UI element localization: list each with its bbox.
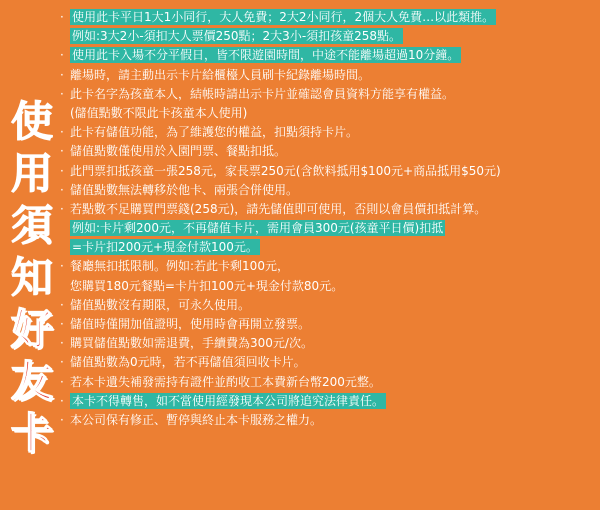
title-main-char-1: 用 bbox=[10, 149, 53, 198]
note-text: 例如:卡片剩200元，不再儲值卡片，需用會員300元(孩童平日價)扣抵 bbox=[72, 221, 444, 236]
note-text: 儲值點數沒有期限，可永久使用。 bbox=[70, 297, 251, 312]
bullet-dot: · bbox=[60, 412, 64, 427]
note-text: 本公司保有修正、暫停與終止本卡服務之權力。 bbox=[70, 412, 323, 427]
note-line bbox=[60, 411, 596, 430]
bullet-dot: · bbox=[60, 317, 64, 331]
note-text: 若點數不足購買門票錢(258元)，請先儲值即可使用，否則以會員價扣抵計算。 bbox=[70, 201, 487, 216]
note-text: 使用此卡入場不分平假日，皆不限遊園時間，中途不能離場超過10分鐘。 bbox=[72, 48, 460, 63]
note-text: 若本卡遺失補發需持有證件並酌收工本費新台幣200元整。 bbox=[70, 374, 381, 389]
note-line bbox=[60, 238, 596, 257]
bullet-dot: · bbox=[60, 201, 64, 216]
note-line bbox=[60, 315, 596, 334]
note-text: 使用此卡平日1大1小同行，大人免費；2大2小同行，2個大人免費…以此類推。 bbox=[72, 10, 495, 24]
note-text: 本卡不得轉售，如不當使用經發現本公司將追究法律責任。 bbox=[72, 393, 385, 408]
bullet-dot: · bbox=[60, 336, 64, 351]
bullet-dot: · bbox=[60, 374, 64, 389]
note-text: =卡片扣200元+現金付款100元。 bbox=[72, 240, 258, 255]
bullet-dot: · bbox=[60, 259, 64, 274]
title-brand bbox=[11, 304, 53, 460]
title-brand-char-0: 好 bbox=[10, 305, 53, 354]
bullet-dot: · bbox=[60, 144, 64, 159]
bullet-dot: · bbox=[60, 10, 64, 24]
note-line bbox=[60, 373, 596, 392]
note-line bbox=[60, 66, 596, 85]
note-text: 儲值點數僅使用於入園門票、餐點扣抵。 bbox=[70, 144, 287, 159]
title-main-char-0: 使 bbox=[10, 97, 53, 146]
note-line bbox=[60, 219, 596, 238]
note-line bbox=[60, 277, 596, 296]
title-main bbox=[11, 96, 53, 304]
title-brand-char-2: 卡 bbox=[10, 409, 53, 458]
note-line bbox=[60, 8, 596, 27]
note-line bbox=[60, 46, 596, 65]
note-line bbox=[60, 162, 596, 181]
note-line bbox=[60, 200, 596, 219]
note-text: 您購買180元餐點=卡片扣100元+現金付款80元。 bbox=[70, 278, 344, 293]
note-line bbox=[60, 353, 596, 372]
note-line bbox=[60, 181, 596, 200]
note-text: 此卡名字為孩童本人，結帳時請出示卡片並確認會員資料方能享有權益。 bbox=[70, 86, 455, 101]
bullet-dot: · bbox=[60, 182, 64, 197]
bullet-dot: · bbox=[60, 355, 64, 370]
note-text: 購買儲值點數如需退費，手續費為300元/次。 bbox=[70, 336, 313, 351]
title-brand-char-1: 友 bbox=[10, 357, 53, 406]
notes-list bbox=[60, 8, 596, 430]
note-line bbox=[60, 123, 596, 142]
note-line bbox=[60, 392, 596, 411]
note-text: 餐廳無扣抵限制。例如:若此卡剩100元， bbox=[70, 259, 289, 274]
note-line bbox=[60, 27, 596, 46]
bullet-dot: · bbox=[60, 67, 64, 82]
vertical-title bbox=[6, 96, 58, 460]
note-line bbox=[60, 334, 596, 353]
title-main-char-3: 知 bbox=[10, 253, 53, 302]
note-text: 儲值時僅開加值證明，使用時會再開立發票。 bbox=[70, 317, 311, 331]
note-text: 例如:3大2小-須扣大人票價250點；2大3小-須扣孩童258點。 bbox=[72, 29, 402, 44]
note-text: (儲值點數不限此卡孩童本人使用) bbox=[70, 105, 248, 120]
bullet-dot: · bbox=[60, 48, 64, 63]
note-text: 儲值點數為0元時，若不再儲值須回收卡片。 bbox=[70, 355, 306, 370]
note-text: 儲值點數無法轉移於他卡、兩張合併使用。 bbox=[70, 182, 299, 197]
bullet-dot: · bbox=[60, 297, 64, 312]
bullet-dot: · bbox=[60, 125, 64, 140]
note-line bbox=[60, 85, 596, 104]
title-main-char-2: 須 bbox=[10, 201, 53, 250]
note-line bbox=[60, 257, 596, 276]
note-line bbox=[60, 142, 596, 161]
note-text: 此門票扣抵孩童一張258元，家長票250元(含飲料抵用$100元+商品抵用$50元) bbox=[70, 163, 501, 178]
note-text: 離場時，請主動出示卡片給櫃檯人員刷卡紀錄離場時間。 bbox=[70, 67, 371, 82]
bullet-dot: · bbox=[60, 163, 64, 178]
note-line bbox=[60, 296, 596, 315]
bullet-dot: · bbox=[60, 86, 64, 101]
bullet-dot: · bbox=[60, 393, 64, 408]
note-text: 此卡有儲值功能，為了維護您的權益，扣點須持卡片。 bbox=[70, 125, 359, 140]
note-line bbox=[60, 104, 596, 123]
